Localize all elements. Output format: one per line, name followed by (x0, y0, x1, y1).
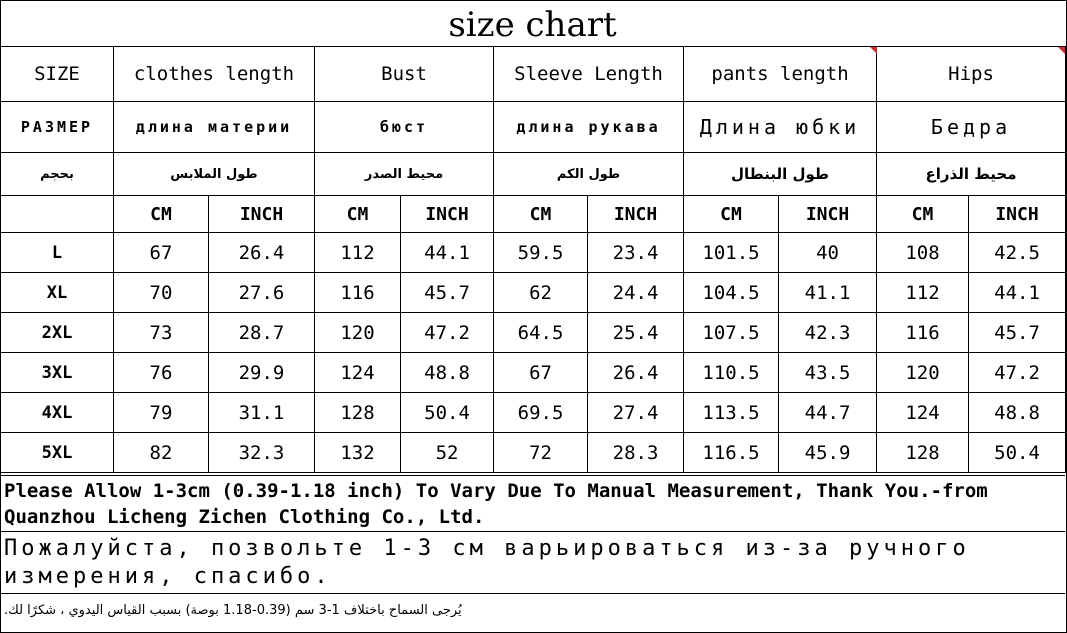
table-cell: 32.3 (209, 433, 315, 473)
size-label: 5XL (1, 433, 114, 473)
unit-row (1, 196, 1066, 233)
table-cell: 101.5 (684, 233, 779, 273)
table-cell: 48.8 (969, 393, 1066, 433)
table-cell: 28.7 (209, 313, 315, 353)
corner-marker (1058, 47, 1065, 54)
table-cell: 44.1 (969, 273, 1066, 313)
table-cell: 23.4 (588, 233, 684, 273)
table-cell: 73 (114, 313, 209, 353)
table-cell: 120 (877, 353, 969, 393)
header-row-arabic (1, 153, 1066, 196)
table-cell: 128 (877, 433, 969, 473)
table-cell: 67 (114, 233, 209, 273)
table-cell: 45.9 (779, 433, 877, 473)
table-cell: 42.5 (969, 233, 1066, 273)
table-cell: 50.4 (969, 433, 1066, 473)
table-cell: 110.5 (684, 353, 779, 393)
table-cell: 124 (315, 353, 401, 393)
table-cell: 132 (315, 433, 401, 473)
unit-inch: INCH (588, 196, 684, 233)
size-label: 4XL (1, 393, 114, 433)
note-english: Please Allow 1-3cm (0.39-1.18 inch) To Vary Due To Manual Measurement, Thank You.-from Quanzhou Licheng Zichen Clothing Co., Ltd. (0, 475, 1065, 531)
header-pants-length: pants length (684, 47, 877, 102)
unit-cm: CM (315, 196, 401, 233)
table-cell: 107.5 (684, 313, 779, 353)
table-cell: 82 (114, 433, 209, 473)
table-cell: 116 (315, 273, 401, 313)
unit-inch: INCH (209, 196, 315, 233)
table-cell: 69.5 (494, 393, 588, 433)
table-cell: 24.4 (588, 273, 684, 313)
header-ar-clothes-length: طول الملابس (114, 153, 315, 196)
table-cell: 79 (114, 393, 209, 433)
table-cell: 124 (877, 393, 969, 433)
table-cell: 25.4 (588, 313, 684, 353)
table-cell: 27.6 (209, 273, 315, 313)
header-row-english (1, 47, 1066, 102)
table-cell: 42.3 (779, 313, 877, 353)
table-cell: 64.5 (494, 313, 588, 353)
header-sleeve-length: Sleeve Length (494, 47, 684, 102)
table-cell: 59.5 (494, 233, 588, 273)
table-row (1, 273, 1066, 313)
header-ru-pants-length: Длина юбки (684, 102, 877, 153)
table-cell: 47.2 (401, 313, 494, 353)
table-cell: 40 (779, 233, 877, 273)
table-cell: 50.4 (401, 393, 494, 433)
table-cell: 29.9 (209, 353, 315, 393)
table-cell: 52 (401, 433, 494, 473)
table-cell: 47.2 (969, 353, 1066, 393)
unit-inch: INCH (401, 196, 494, 233)
corner-marker (870, 47, 877, 54)
table-cell: 70 (114, 273, 209, 313)
table-row (1, 433, 1066, 473)
table-row (1, 233, 1066, 273)
table-cell: 108 (877, 233, 969, 273)
size-label: 3XL (1, 353, 114, 393)
table-cell: 45.7 (969, 313, 1066, 353)
table-cell: 45.7 (401, 273, 494, 313)
table-cell: 43.5 (779, 353, 877, 393)
table-cell: 72 (494, 433, 588, 473)
header-ar-pants-length: طول البنطال (684, 153, 877, 196)
header-ar-size: بحجم (1, 153, 114, 196)
table-row (1, 393, 1066, 433)
table-cell: 113.5 (684, 393, 779, 433)
unit-cm: CM (114, 196, 209, 233)
header-ar-sleeve-length: طول الكم (494, 153, 684, 196)
table-cell: 76 (114, 353, 209, 393)
table-cell: 112 (877, 273, 969, 313)
size-label: L (1, 233, 114, 273)
header-ru-bust: бюст (315, 102, 494, 153)
header-clothes-length: clothes length (114, 47, 315, 102)
table-cell: 116.5 (684, 433, 779, 473)
header-ru-hips: Бедра (877, 102, 1066, 153)
header-ar-hips: محيط الذراع (877, 153, 1066, 196)
table-cell: 44.7 (779, 393, 877, 433)
header-bust: Bust (315, 47, 494, 102)
unit-inch: INCH (969, 196, 1066, 233)
table-cell: 120 (315, 313, 401, 353)
table-cell: 62 (494, 273, 588, 313)
size-label: 2XL (1, 313, 114, 353)
table-cell: 104.5 (684, 273, 779, 313)
note-russian: Пожалуйста, позвольте 1-3 см варьироваться из-за ручного измерения, спасибо. (0, 531, 1065, 593)
table-row (1, 353, 1066, 393)
unit-cm: CM (684, 196, 779, 233)
table-row (1, 313, 1066, 353)
table-cell: 41.1 (779, 273, 877, 313)
header-size: SIZE (1, 47, 114, 102)
header-ru-size: РАЗМЕР (1, 102, 114, 153)
header-ru-clothes-length: длина материи (114, 102, 315, 153)
unit-empty (1, 196, 114, 233)
page-title: size chart (448, 5, 617, 45)
note-arabic: يُرجى السماح باختلاف 1-3 سم (0.39-1.18 بوصة) بسبب القياس اليدوي ، شكرًا لك. (0, 593, 1065, 631)
table-cell: 128 (315, 393, 401, 433)
unit-inch: INCH (779, 196, 877, 233)
table-cell: 31.1 (209, 393, 315, 433)
unit-cm: CM (494, 196, 588, 233)
size-table (0, 46, 1066, 473)
unit-cm: CM (877, 196, 969, 233)
table-cell: 112 (315, 233, 401, 273)
table-cell: 27.4 (588, 393, 684, 433)
table-cell: 28.3 (588, 433, 684, 473)
table-cell: 44.1 (401, 233, 494, 273)
header-hips: Hips (877, 47, 1066, 102)
header-ar-bust: محيط الصدر (315, 153, 494, 196)
table-cell: 26.4 (209, 233, 315, 273)
size-label: XL (1, 273, 114, 313)
table-cell: 116 (877, 313, 969, 353)
table-cell: 67 (494, 353, 588, 393)
table-cell: 26.4 (588, 353, 684, 393)
header-ru-sleeve-length: длина рукава (494, 102, 684, 153)
table-cell: 48.8 (401, 353, 494, 393)
header-row-russian (1, 102, 1066, 153)
